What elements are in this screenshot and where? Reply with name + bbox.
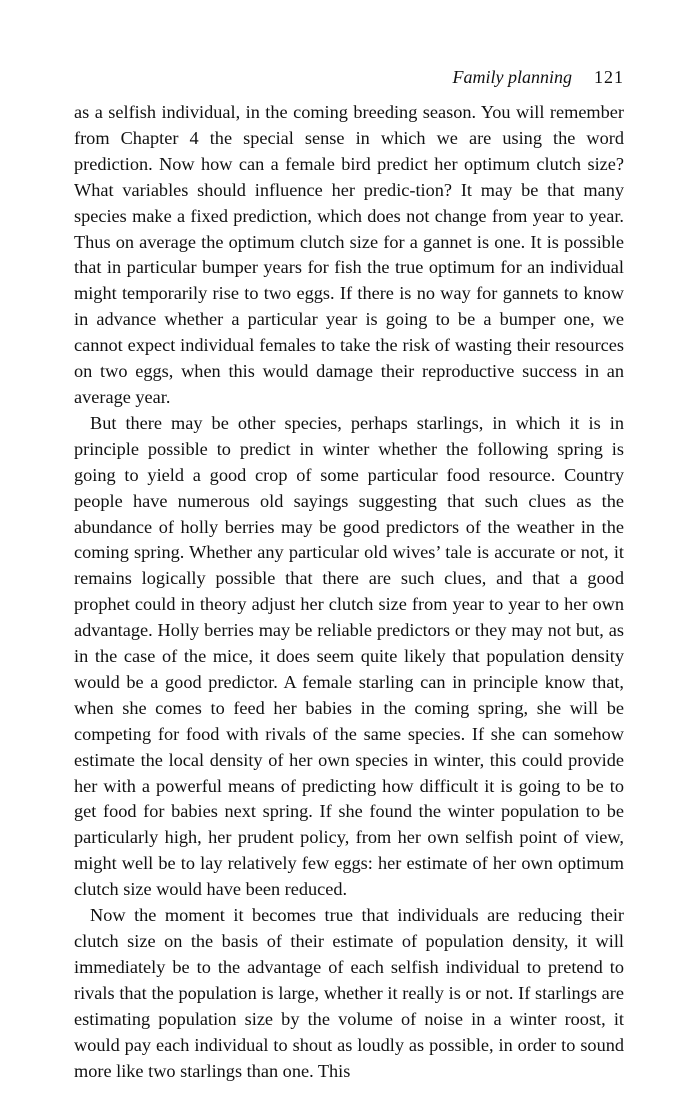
paragraph-2: But there may be other species, perhaps starlings, in which it is in principle possible to predict in winter whether the following spring is going to yield a good crop of some particular food resource. Country people have numerous old sayings suggesting that such clues as the abundance of holly berries may be good predictors of the weather in the coming spring. Whether any particular old wives’ tale is accurate or not, it remains logically possible that there are such clues, and that a good prophet could in theory adjust her clutch size from year to year to her own advantage. Holly berries may be reliable predictors or they may not but, as in the case of the mice, it does seem quite likely that population density would be a good predictor. A female starling can in principle know that, when she comes to feed her babies in the coming spring, she will be competing for food with rivals of the same species. If she can somehow estimate the local density of her own species in winter, this could provide her with a powerful means of predicting how difficult it is going to be to get food for babies next spring. If she found the winter population to be particularly high, her prudent policy, from her own selfish point of view, might well be to lay relatively few eggs: her estimate of her own optimum clutch size would have been reduced. [74, 412, 624, 900]
book-page [74, 64, 624, 1084]
paragraph-3: Now the moment it becomes true that individuals are reducing their clutch size on the basis of their estimate of population density, it will immediately be to the advantage of each selfish individual to pretend to rivals that the population is large, whether it really is or not. If starlings are estimating population size by the volume of noise in a winter roost, it would pay each individual to shout as loudly as possible, in order to sound more like two starlings than one. This [74, 905, 624, 1081]
running-title: Family planning [452, 67, 572, 87]
running-head [74, 64, 624, 90]
page-number: 121 [594, 67, 624, 87]
paragraph-1: as a selfish individual, in the coming breeding season. You will remember from Chapter 4 the special sense in which we are using the word prediction. Now how can a female bird predict her optimum clutch size? What variables should influence her predic-tion? It may be that many species make a fixed prediction, which does not change from year to year. Thus on average the optimum clutch size for a gannet is one. It is possible that in particular bumper years for fish the true optimum for an individual might temporarily rise to two eggs. If there is no way for gannets to know in advance whether a particular year is going to be a bumper one, we cannot expect individual females to take the risk of wasting their resources on two eggs, when this would damage their reproductive success in an average year. [74, 102, 624, 407]
